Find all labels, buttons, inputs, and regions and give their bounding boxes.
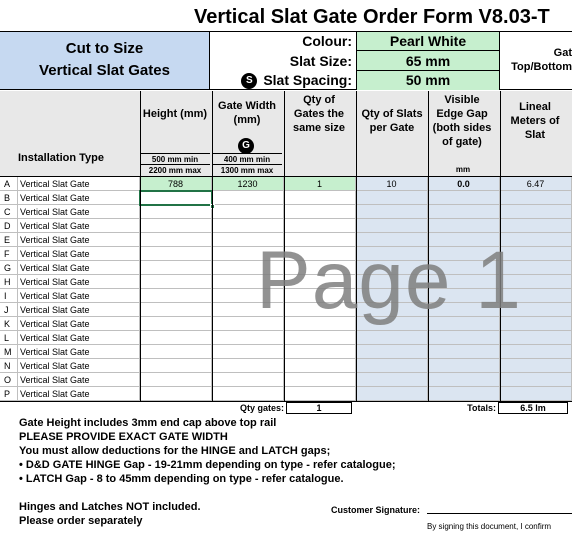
totals-row (0, 401, 572, 415)
installation-type-cell: Vertical Slat Gate (18, 261, 140, 275)
table-row (0, 387, 572, 401)
installation-type-cell: Vertical Slat Gate (18, 331, 140, 345)
height-cell[interactable] (140, 247, 212, 261)
height-cell[interactable] (140, 205, 212, 219)
qty-slats-cell (356, 345, 428, 359)
spec-block (210, 32, 500, 90)
signature-label: Customer Signature: (331, 505, 421, 515)
note-2: PLEASE PROVIDE EXACT GATE WIDTH (19, 431, 228, 443)
qty-gates-cell[interactable]: 1 (284, 177, 356, 191)
qty-gates-cell[interactable] (284, 373, 356, 387)
column-separator (140, 91, 141, 401)
row-letter: E (0, 233, 18, 247)
row-letter: J (0, 303, 18, 317)
row-letter: F (0, 247, 18, 261)
table-row (0, 219, 572, 233)
lineal-meters-cell (500, 345, 572, 359)
installation-type-cell: Vertical Slat Gate (18, 373, 140, 387)
totals-label: Totals: (467, 403, 496, 413)
table-row (0, 359, 572, 373)
qty-slats-cell (356, 373, 428, 387)
row-letter: L (0, 331, 18, 345)
column-header-row (0, 91, 572, 177)
form-title: Vertical Slat Gate Order Form V8.03-T (0, 0, 572, 32)
edge-gap-header: Visible Edge Gap (both sides of gate) (432, 94, 492, 148)
height-cell[interactable]: 788 (140, 177, 212, 191)
table-row (0, 205, 572, 219)
page-watermark: Page 1 (256, 235, 522, 326)
qty-slats-cell (356, 205, 428, 219)
height-cell[interactable] (140, 387, 212, 401)
top-bottom-partial-label: Top/Bottom (511, 61, 572, 73)
right-partial-header (500, 32, 572, 90)
edge-gap-cell (428, 387, 500, 401)
qty-gates-label: Qty gates: (239, 403, 284, 413)
slat-spacing-value[interactable]: 50 mm (356, 71, 500, 90)
height-cell[interactable] (140, 359, 212, 373)
height-cell[interactable] (140, 191, 212, 205)
row-letter: N (0, 359, 18, 373)
table-row (0, 177, 572, 191)
qty-slats-cell (356, 387, 428, 401)
row-letter: K (0, 317, 18, 331)
row-letter: O (0, 373, 18, 387)
note-4: • D&D GATE HINGE Gap - 19-21mm depending on type - refer catalogue; (19, 459, 396, 471)
height-cell[interactable] (140, 331, 212, 345)
order-separately-note: Please order separately (19, 515, 143, 527)
qty-gates-cell[interactable] (284, 387, 356, 401)
qty-slats-cell (356, 331, 428, 345)
installation-type-cell: Vertical Slat Gate (18, 317, 140, 331)
gate-width-badge-cell (238, 135, 258, 153)
edge-gap-cell (428, 359, 500, 373)
qty-gates-total: 1 (286, 402, 352, 414)
colour-label: Colour: (302, 33, 352, 49)
hinges-note: Hinges and Latches NOT included. (19, 501, 201, 513)
width-cell[interactable] (212, 373, 284, 387)
height-cell[interactable] (140, 289, 212, 303)
height-min: 500 mm min (140, 153, 210, 164)
edge-gap-cell (428, 219, 500, 233)
installation-type-header: Installation Type (18, 152, 104, 164)
slat-size-label: Slat Size: (289, 53, 352, 69)
qty-slats-header: Qty of Slats per Gate (361, 108, 423, 134)
qty-slats-cell: 10 (356, 177, 428, 191)
installation-type-cell: Vertical Slat Gate (18, 387, 140, 401)
row-letter: M (0, 345, 18, 359)
row-letter: P (0, 387, 18, 401)
cut-to-size-label: Cut to Size (65, 40, 144, 57)
edge-gap-cell (428, 205, 500, 219)
lineal-meters-cell (500, 359, 572, 373)
row-letter: C (0, 205, 18, 219)
width-cell[interactable]: 1230 (212, 177, 284, 191)
qty-slats-cell (356, 191, 428, 205)
height-cell[interactable] (140, 275, 212, 289)
width-cell[interactable] (212, 387, 284, 401)
signing-note: By signing this document, I confirm (427, 522, 552, 531)
width-min: 400 mm min (212, 153, 282, 164)
totals-value: 6.5 lm (498, 402, 568, 414)
slat-spacing-label: Slat Spacing: (263, 72, 352, 88)
width-cell[interactable] (212, 219, 284, 233)
height-cell[interactable] (140, 373, 212, 387)
gate-partial-label: Gat (553, 47, 572, 59)
qty-slats-cell (356, 219, 428, 233)
height-cell[interactable] (140, 219, 212, 233)
note-3: You must allow deductions for the HINGE and LATCH gaps; (19, 445, 331, 457)
height-cell[interactable] (140, 317, 212, 331)
table-row (0, 191, 572, 205)
installation-type-cell: Vertical Slat Gate (18, 191, 140, 205)
installation-type-cell: Vertical Slat Gate (18, 359, 140, 373)
height-cell[interactable] (140, 233, 212, 247)
spacing-s-icon: S (241, 73, 257, 89)
qty-slats-cell (356, 359, 428, 373)
installation-type-cell: Vertical Slat Gate (18, 177, 140, 191)
installation-type-cell: Vertical Slat Gate (18, 247, 140, 261)
note-1: Gate Height includes 3mm end cap above top rail (19, 417, 277, 429)
note-5: • LATCH Gap - 8 to 45mm depending on type - refer catalogue. (19, 473, 344, 485)
width-cell[interactable] (212, 331, 284, 345)
installation-type-cell: Vertical Slat Gate (18, 233, 140, 247)
slat-spacing-label-cell (210, 71, 356, 90)
installation-type-cell: Vertical Slat Gate (18, 289, 140, 303)
width-cell[interactable] (212, 191, 284, 205)
width-cell[interactable] (212, 205, 284, 219)
table-row (0, 345, 572, 359)
edge-gap-cell (428, 345, 500, 359)
row-letter: I (0, 289, 18, 303)
colour-value[interactable]: Pearl White (356, 32, 500, 51)
gate-width-header: Gate Width (mm) (218, 100, 276, 126)
lineal-meters-cell (500, 331, 572, 345)
height-max: 2200 mm max (140, 164, 210, 176)
qty-gates-cell[interactable] (284, 191, 356, 205)
lineal-meters-cell (500, 205, 572, 219)
lineal-meters-cell (500, 191, 572, 205)
lineal-meters-cell: 6.47 (500, 177, 572, 191)
edge-gap-cell: 0.0 (428, 177, 500, 191)
edge-gap-unit: mm (455, 165, 471, 174)
table-row (0, 331, 572, 345)
edge-gap-cell (428, 331, 500, 345)
qty-gates-cell[interactable] (284, 219, 356, 233)
width-cell[interactable] (212, 345, 284, 359)
lineal-meters-cell (500, 373, 572, 387)
row-letter: G (0, 261, 18, 275)
height-cell[interactable] (140, 345, 212, 359)
table-row (0, 373, 572, 387)
column-separator (212, 91, 213, 401)
width-cell[interactable] (212, 359, 284, 373)
edge-gap-cell (428, 191, 500, 205)
height-header: Height (mm) (142, 108, 208, 120)
height-cell[interactable] (140, 261, 212, 275)
qty-gates-header: Qty of Gates the same size (293, 94, 345, 134)
cut-to-size-box (0, 32, 210, 90)
height-cell[interactable] (140, 303, 212, 317)
vertical-slat-gates-label: Vertical Slat Gates (39, 62, 170, 79)
installation-type-cell: Vertical Slat Gate (18, 205, 140, 219)
gate-width-g-icon: G (238, 138, 254, 153)
lineal-meters-header: Lineal Meters of Slat (510, 101, 560, 141)
row-letter: B (0, 191, 18, 205)
qty-gates-cell[interactable] (284, 345, 356, 359)
signature-line[interactable] (427, 513, 572, 514)
qty-gates-cell[interactable] (284, 331, 356, 345)
row-letter: A (0, 177, 18, 191)
qty-gates-cell[interactable] (284, 359, 356, 373)
width-max: 1300 mm max (212, 164, 282, 176)
qty-gates-cell[interactable] (284, 205, 356, 219)
slat-size-value[interactable]: 65 mm (356, 51, 500, 71)
installation-type-cell: Vertical Slat Gate (18, 303, 140, 317)
lineal-meters-cell (500, 219, 572, 233)
edge-gap-cell (428, 373, 500, 387)
installation-type-cell: Vertical Slat Gate (18, 219, 140, 233)
lineal-meters-cell (500, 387, 572, 401)
row-letter: H (0, 275, 18, 289)
installation-type-cell: Vertical Slat Gate (18, 345, 140, 359)
row-letter: D (0, 219, 18, 233)
installation-type-cell: Vertical Slat Gate (18, 275, 140, 289)
